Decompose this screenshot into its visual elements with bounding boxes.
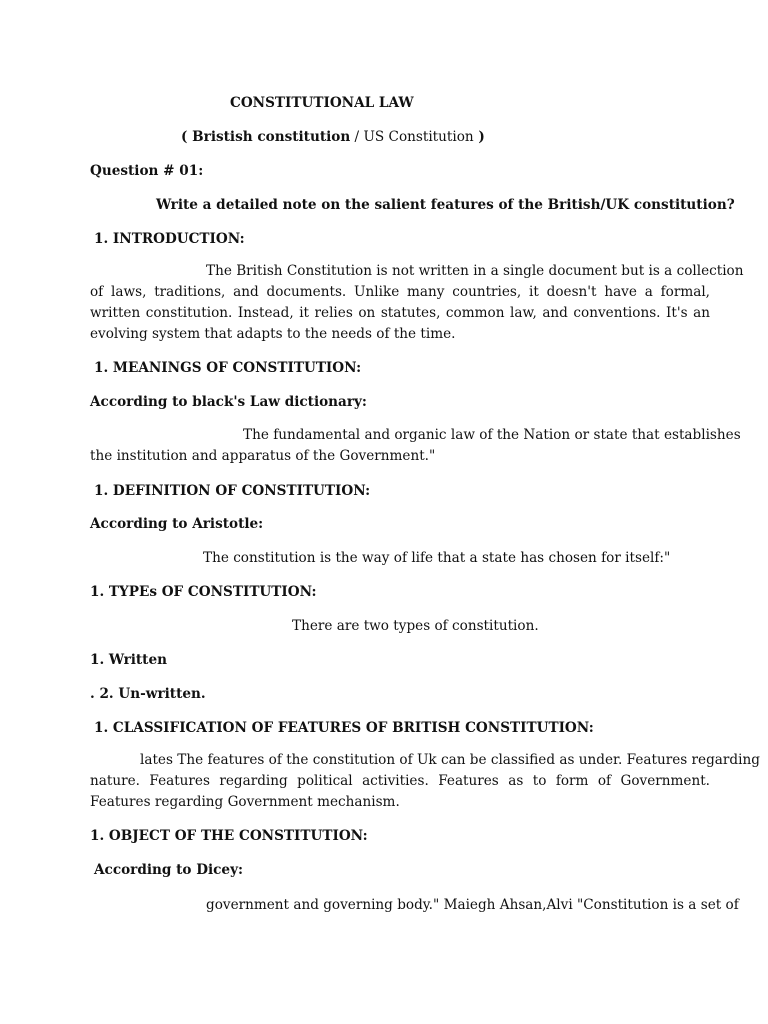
classification-body: nature. Features regarding political activities. Features as to form of Government. Features regarding Government mechanism. <box>90 773 710 810</box>
classification-heading: 1. CLASSIFICATION OF FEATURES OF BRITISH CONSTITUTION: <box>94 720 594 736</box>
subtitle-us: US Constitution <box>363 129 474 145</box>
types-written: 1. Written <box>90 652 167 668</box>
types-text: There are two types of constitution. <box>292 618 539 634</box>
blacks-paragraph <box>90 425 741 467</box>
blacks-heading: According to black's Law dictionary: <box>90 394 367 410</box>
document-subtitle <box>181 128 485 146</box>
subtitle-open: ( <box>181 129 193 145</box>
dicey-heading: According to Dicey: <box>94 862 243 878</box>
document-title: CONSTITUTIONAL LAW <box>230 95 414 111</box>
introduction-heading: 1. INTRODUCTION: <box>94 231 245 247</box>
blacks-body: the institution and apparatus of the Government." <box>90 448 436 464</box>
subtitle-close: ) <box>473 129 485 145</box>
object-heading: 1. OBJECT OF THE CONSTITUTION: <box>90 828 368 844</box>
subtitle-british: Bristish constitution <box>192 129 351 145</box>
aristotle-quote: The constitution is the way of life that a state has chosen for itself:" <box>203 550 671 566</box>
definition-heading: 1. DEFINITION OF CONSTITUTION: <box>94 483 371 499</box>
blacks-first-line: The fundamental and organic law of the Nation or state that establishes <box>243 427 741 443</box>
classification-paragraph <box>90 750 760 813</box>
meanings-heading: 1. MEANINGS OF CONSTITUTION: <box>94 360 362 376</box>
subtitle-sep: / <box>350 129 364 145</box>
types-unwritten: . 2. Un-written. <box>90 686 206 702</box>
introduction-first-line: The British Constitution is not written in a single document but is a collection <box>206 263 744 279</box>
introduction-body: of laws, traditions, and documents. Unlike many countries, it doesn't have a formal, written constitution. Instead, it relies on statutes, common law, and conventions. It's an evolving system that adapts to the needs of the time. <box>90 284 710 342</box>
classification-first-line: lates The features of the constitution of Uk can be classified as under. Features regarding <box>140 752 760 768</box>
dicey-quote: government and governing body." Maiegh Ahsan,Alvi "Constitution is a set of <box>206 897 739 913</box>
introduction-paragraph <box>90 261 744 345</box>
question-prompt: Write a detailed note on the salient features of the British/UK constitution? <box>156 197 735 213</box>
types-heading: 1. TYPEs OF CONSTITUTION: <box>90 584 317 600</box>
aristotle-heading: According to Aristotle: <box>90 516 264 532</box>
question-number: Question # 01: <box>90 163 204 179</box>
